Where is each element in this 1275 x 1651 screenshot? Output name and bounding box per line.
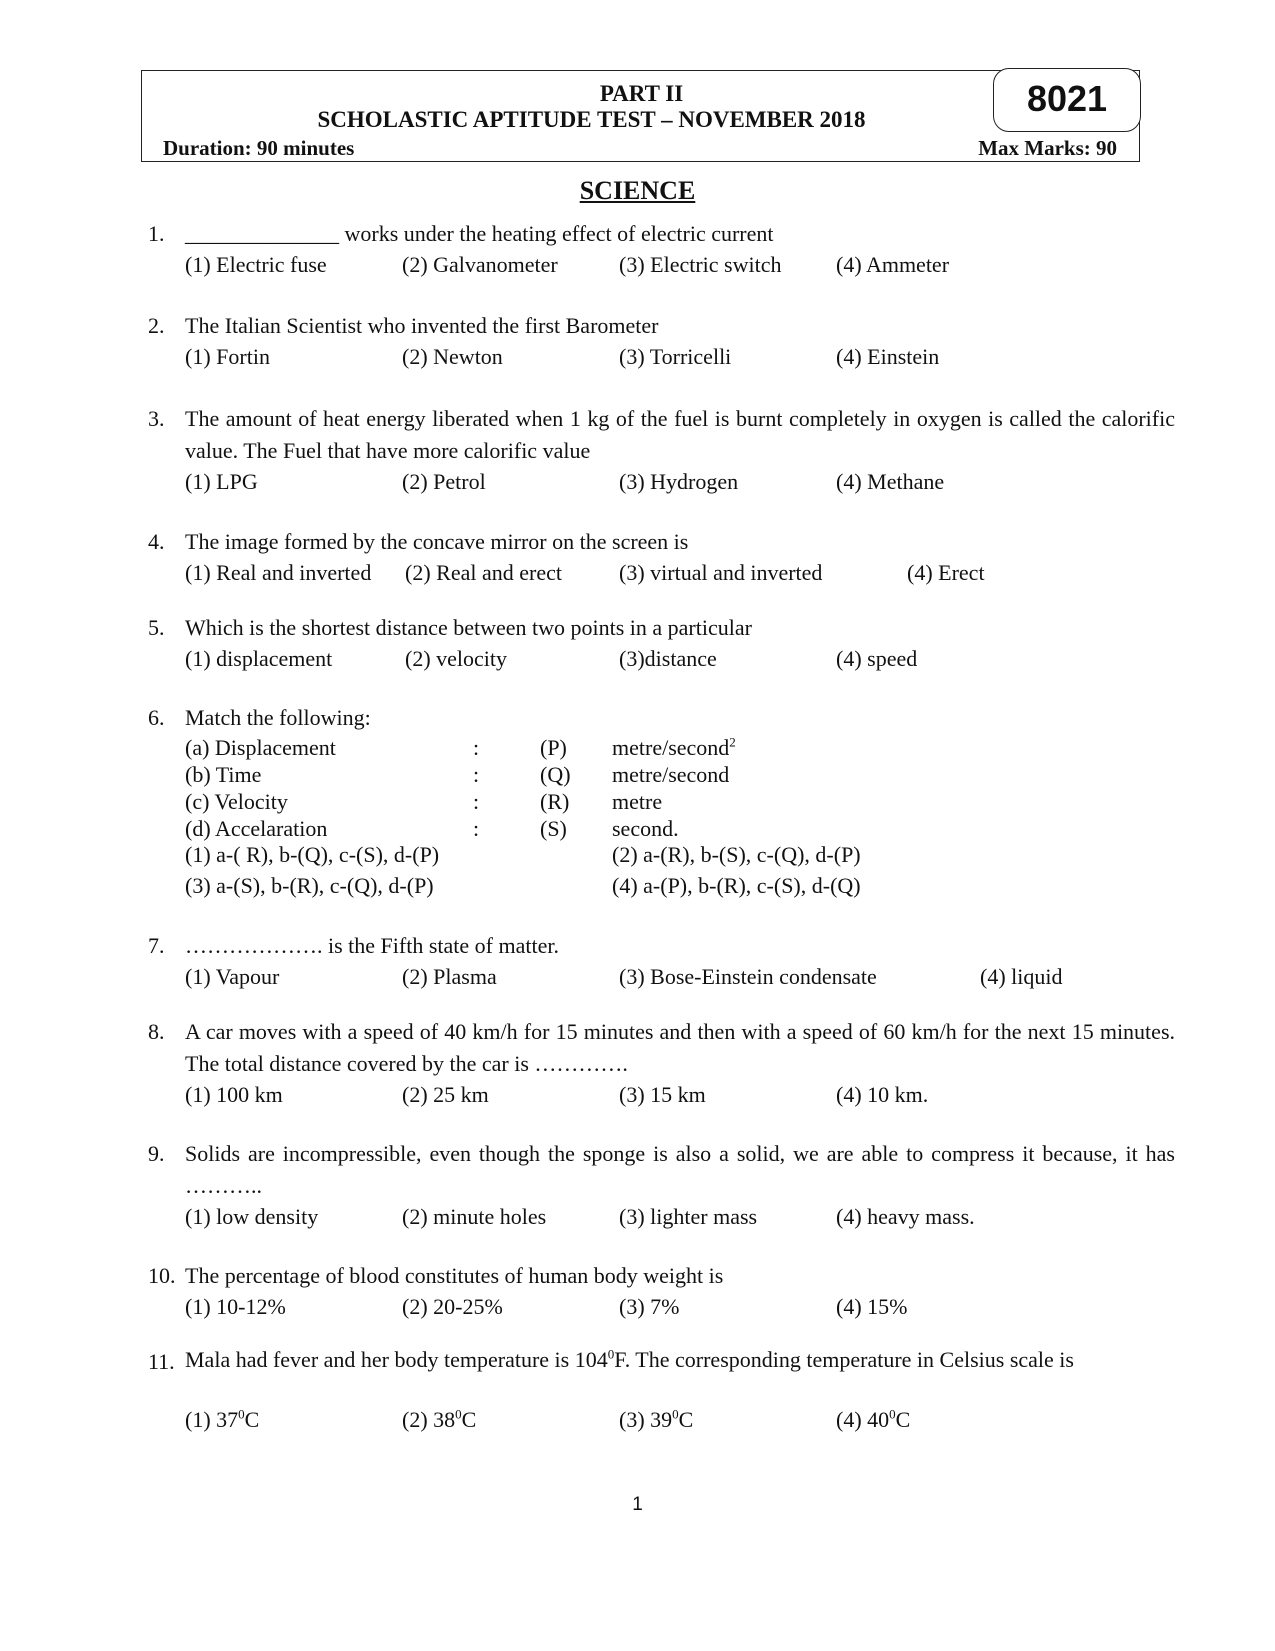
options-row bbox=[185, 249, 1185, 281]
option-4[interactable]: (4) a-(P), b-(R), c-(S), d-(Q) bbox=[612, 873, 861, 898]
options-row bbox=[185, 557, 1185, 589]
option-1[interactable]: (1) 10-12% bbox=[185, 1294, 286, 1319]
option-1[interactable]: (1) Vapour bbox=[185, 964, 280, 989]
options-row bbox=[185, 961, 1185, 993]
option-4[interactable]: (4) $40^0C$ bbox=[836, 1406, 911, 1432]
question-text: The Italian Scientist who invented the first Barometer bbox=[185, 313, 659, 338]
option-3[interactable]: (3) 7% bbox=[619, 1294, 680, 1319]
page-number: 1 bbox=[632, 1494, 643, 1515]
option-4[interactable]: (4) Methane bbox=[836, 469, 945, 494]
match-left: (d) Accelaration bbox=[185, 816, 328, 841]
options-row bbox=[185, 1201, 1185, 1233]
option-3[interactable]: (3) Bose-Einstein condensate bbox=[619, 964, 877, 989]
option-2[interactable]: (2) a-(R), b-(S), c-(Q), d-(P) bbox=[612, 842, 861, 867]
match-row bbox=[185, 759, 1185, 787]
question-number: 10. bbox=[148, 1263, 176, 1288]
option-2[interactable]: (2) velocity bbox=[405, 646, 508, 671]
option-3[interactable]: (3) $39^0C$ bbox=[619, 1406, 694, 1432]
options-row bbox=[185, 839, 1185, 871]
question-number: 6. bbox=[148, 705, 165, 730]
question-number: 9. bbox=[148, 1141, 165, 1166]
max-marks-label: Max Marks: 90 bbox=[978, 136, 1117, 160]
option-3[interactable]: (3) Hydrogen bbox=[619, 469, 739, 494]
option-2[interactable]: (2) Newton bbox=[402, 344, 503, 369]
match-key: (R) bbox=[540, 789, 570, 814]
match-row bbox=[185, 813, 1185, 841]
option-1[interactable]: (1) Fortin bbox=[185, 344, 270, 369]
match-separator: : bbox=[473, 762, 480, 787]
option-2[interactable]: (2) Petrol bbox=[402, 469, 486, 494]
question-text: Match the following: bbox=[185, 705, 371, 730]
option-1[interactable]: (1) Electric fuse bbox=[185, 252, 327, 277]
match-left: (a) Displacement bbox=[185, 735, 336, 760]
match-key: (P) bbox=[540, 735, 567, 760]
superscript: 2 bbox=[729, 734, 736, 750]
option-3[interactable]: (3) a-(S), b-(R), c-(Q), d-(P) bbox=[185, 873, 434, 898]
option-4[interactable]: (4) 15% bbox=[836, 1294, 908, 1319]
option-2[interactable]: (2) 20-25% bbox=[402, 1294, 503, 1319]
exam-header bbox=[141, 70, 1140, 162]
options-row bbox=[185, 643, 1185, 675]
question-number: 11. bbox=[148, 1349, 175, 1374]
question-number: 1. bbox=[148, 221, 165, 246]
test-title: SCHOLASTIC APTITUDE TEST – NOVEMBER 2018 bbox=[317, 107, 866, 132]
option-3[interactable]: (3) Torricelli bbox=[619, 344, 732, 369]
question-text: The image formed by the concave mirror on the screen is bbox=[185, 529, 689, 554]
options-row bbox=[185, 1291, 1185, 1323]
match-right: metre/second bbox=[612, 762, 730, 787]
option-1[interactable]: (1) displacement bbox=[185, 646, 333, 671]
match-left: (b) Time bbox=[185, 762, 262, 787]
match-right: second. bbox=[612, 816, 679, 841]
match-key: (Q) bbox=[540, 762, 571, 787]
duration-label: Duration: 90 minutes bbox=[163, 136, 355, 160]
question-text: Mala had fever and her body temperature is $104^0F$. The corresponding temperature in Celsius scale is bbox=[185, 1346, 1074, 1372]
question-number: 8. bbox=[148, 1019, 165, 1044]
option-2[interactable]: (2) Real and erect bbox=[405, 560, 562, 585]
option-1[interactable]: (1) low density bbox=[185, 1204, 319, 1229]
question-number: 7. bbox=[148, 933, 165, 958]
option-4[interactable]: (4) 10 km. bbox=[836, 1082, 929, 1107]
question-number: 4. bbox=[148, 529, 165, 554]
options-row bbox=[185, 341, 1185, 373]
options-row bbox=[185, 1404, 1185, 1436]
question-number: 5. bbox=[148, 615, 165, 640]
subject-heading: SCIENCE bbox=[579, 176, 696, 205]
option-2[interactable]: (2) $38^0C$ bbox=[402, 1406, 477, 1432]
match-row bbox=[185, 786, 1185, 814]
question-number: 2. bbox=[148, 313, 165, 338]
options-row bbox=[185, 1079, 1185, 1111]
question-text: Which is the shortest distance between two points in a particular bbox=[185, 615, 752, 640]
part-label: PART II bbox=[599, 81, 684, 106]
match-right: metre bbox=[612, 789, 663, 814]
option-2[interactable]: (2) minute holes bbox=[402, 1204, 547, 1229]
question-text: ______________ works under the heating effect of electric current bbox=[185, 221, 774, 246]
option-1[interactable]: (1) $37^0C$ bbox=[185, 1406, 260, 1432]
option-1[interactable]: (1) 100 km bbox=[185, 1082, 283, 1107]
paper-code-badge: 8021 bbox=[993, 68, 1141, 132]
option-2[interactable]: (2) Plasma bbox=[402, 964, 497, 989]
match-separator: : bbox=[473, 816, 480, 841]
option-3[interactable]: (3) Electric switch bbox=[619, 252, 782, 277]
superscript: 0 bbox=[607, 1346, 615, 1362]
match-row bbox=[185, 732, 1185, 760]
match-separator: : bbox=[473, 735, 480, 760]
option-4[interactable]: (4) speed bbox=[836, 646, 918, 671]
question-text: ………………. is the Fifth state of matter. bbox=[185, 933, 559, 958]
option-4[interactable]: (4) Erect bbox=[907, 560, 985, 585]
question-text: The amount of heat energy liberated when 1 kg of the fuel is burnt completely in oxygen is called the calorific value. The Fuel that have more calorific value bbox=[185, 406, 1175, 463]
option-2[interactable]: (2) Galvanometer bbox=[402, 252, 558, 277]
option-3[interactable]: (3)distance bbox=[619, 646, 717, 671]
option-4[interactable]: (4) Einstein bbox=[836, 344, 940, 369]
option-4[interactable]: (4) Ammeter bbox=[836, 252, 950, 277]
question-text: The percentage of blood constitutes of human body weight is bbox=[185, 1263, 724, 1288]
question-number: 3. bbox=[148, 406, 165, 431]
options-row bbox=[185, 870, 1185, 902]
option-1[interactable]: (1) a-( R), b-(Q), c-(S), d-(P) bbox=[185, 842, 440, 867]
match-left: (c) Velocity bbox=[185, 789, 288, 814]
match-key: (S) bbox=[540, 816, 567, 841]
option-4[interactable]: (4) heavy mass. bbox=[836, 1204, 975, 1229]
option-3[interactable]: (3) 15 km bbox=[619, 1082, 706, 1107]
question-text: A car moves with a speed of 40 km/h for 15 minutes and then with a speed of 60 km/h for the next 15 minutes. The total distance covered by the car is …………. bbox=[185, 1019, 1175, 1076]
option-4[interactable]: (4) liquid bbox=[980, 964, 1063, 989]
option-3[interactable]: (3) virtual and inverted bbox=[619, 560, 823, 585]
option-2[interactable]: (2) 25 km bbox=[402, 1082, 489, 1107]
option-1[interactable]: (1) Real and inverted bbox=[185, 560, 372, 585]
match-separator: : bbox=[473, 789, 480, 814]
options-row bbox=[185, 466, 1185, 498]
match-right: metre/second$^2$ bbox=[612, 734, 736, 760]
option-3[interactable]: (3) lighter mass bbox=[619, 1204, 758, 1229]
option-1[interactable]: (1) LPG bbox=[185, 469, 258, 494]
question-text: Solids are incompressible, even though the sponge is also a solid, we are able to compress it because, it has ……….. bbox=[185, 1141, 1175, 1198]
